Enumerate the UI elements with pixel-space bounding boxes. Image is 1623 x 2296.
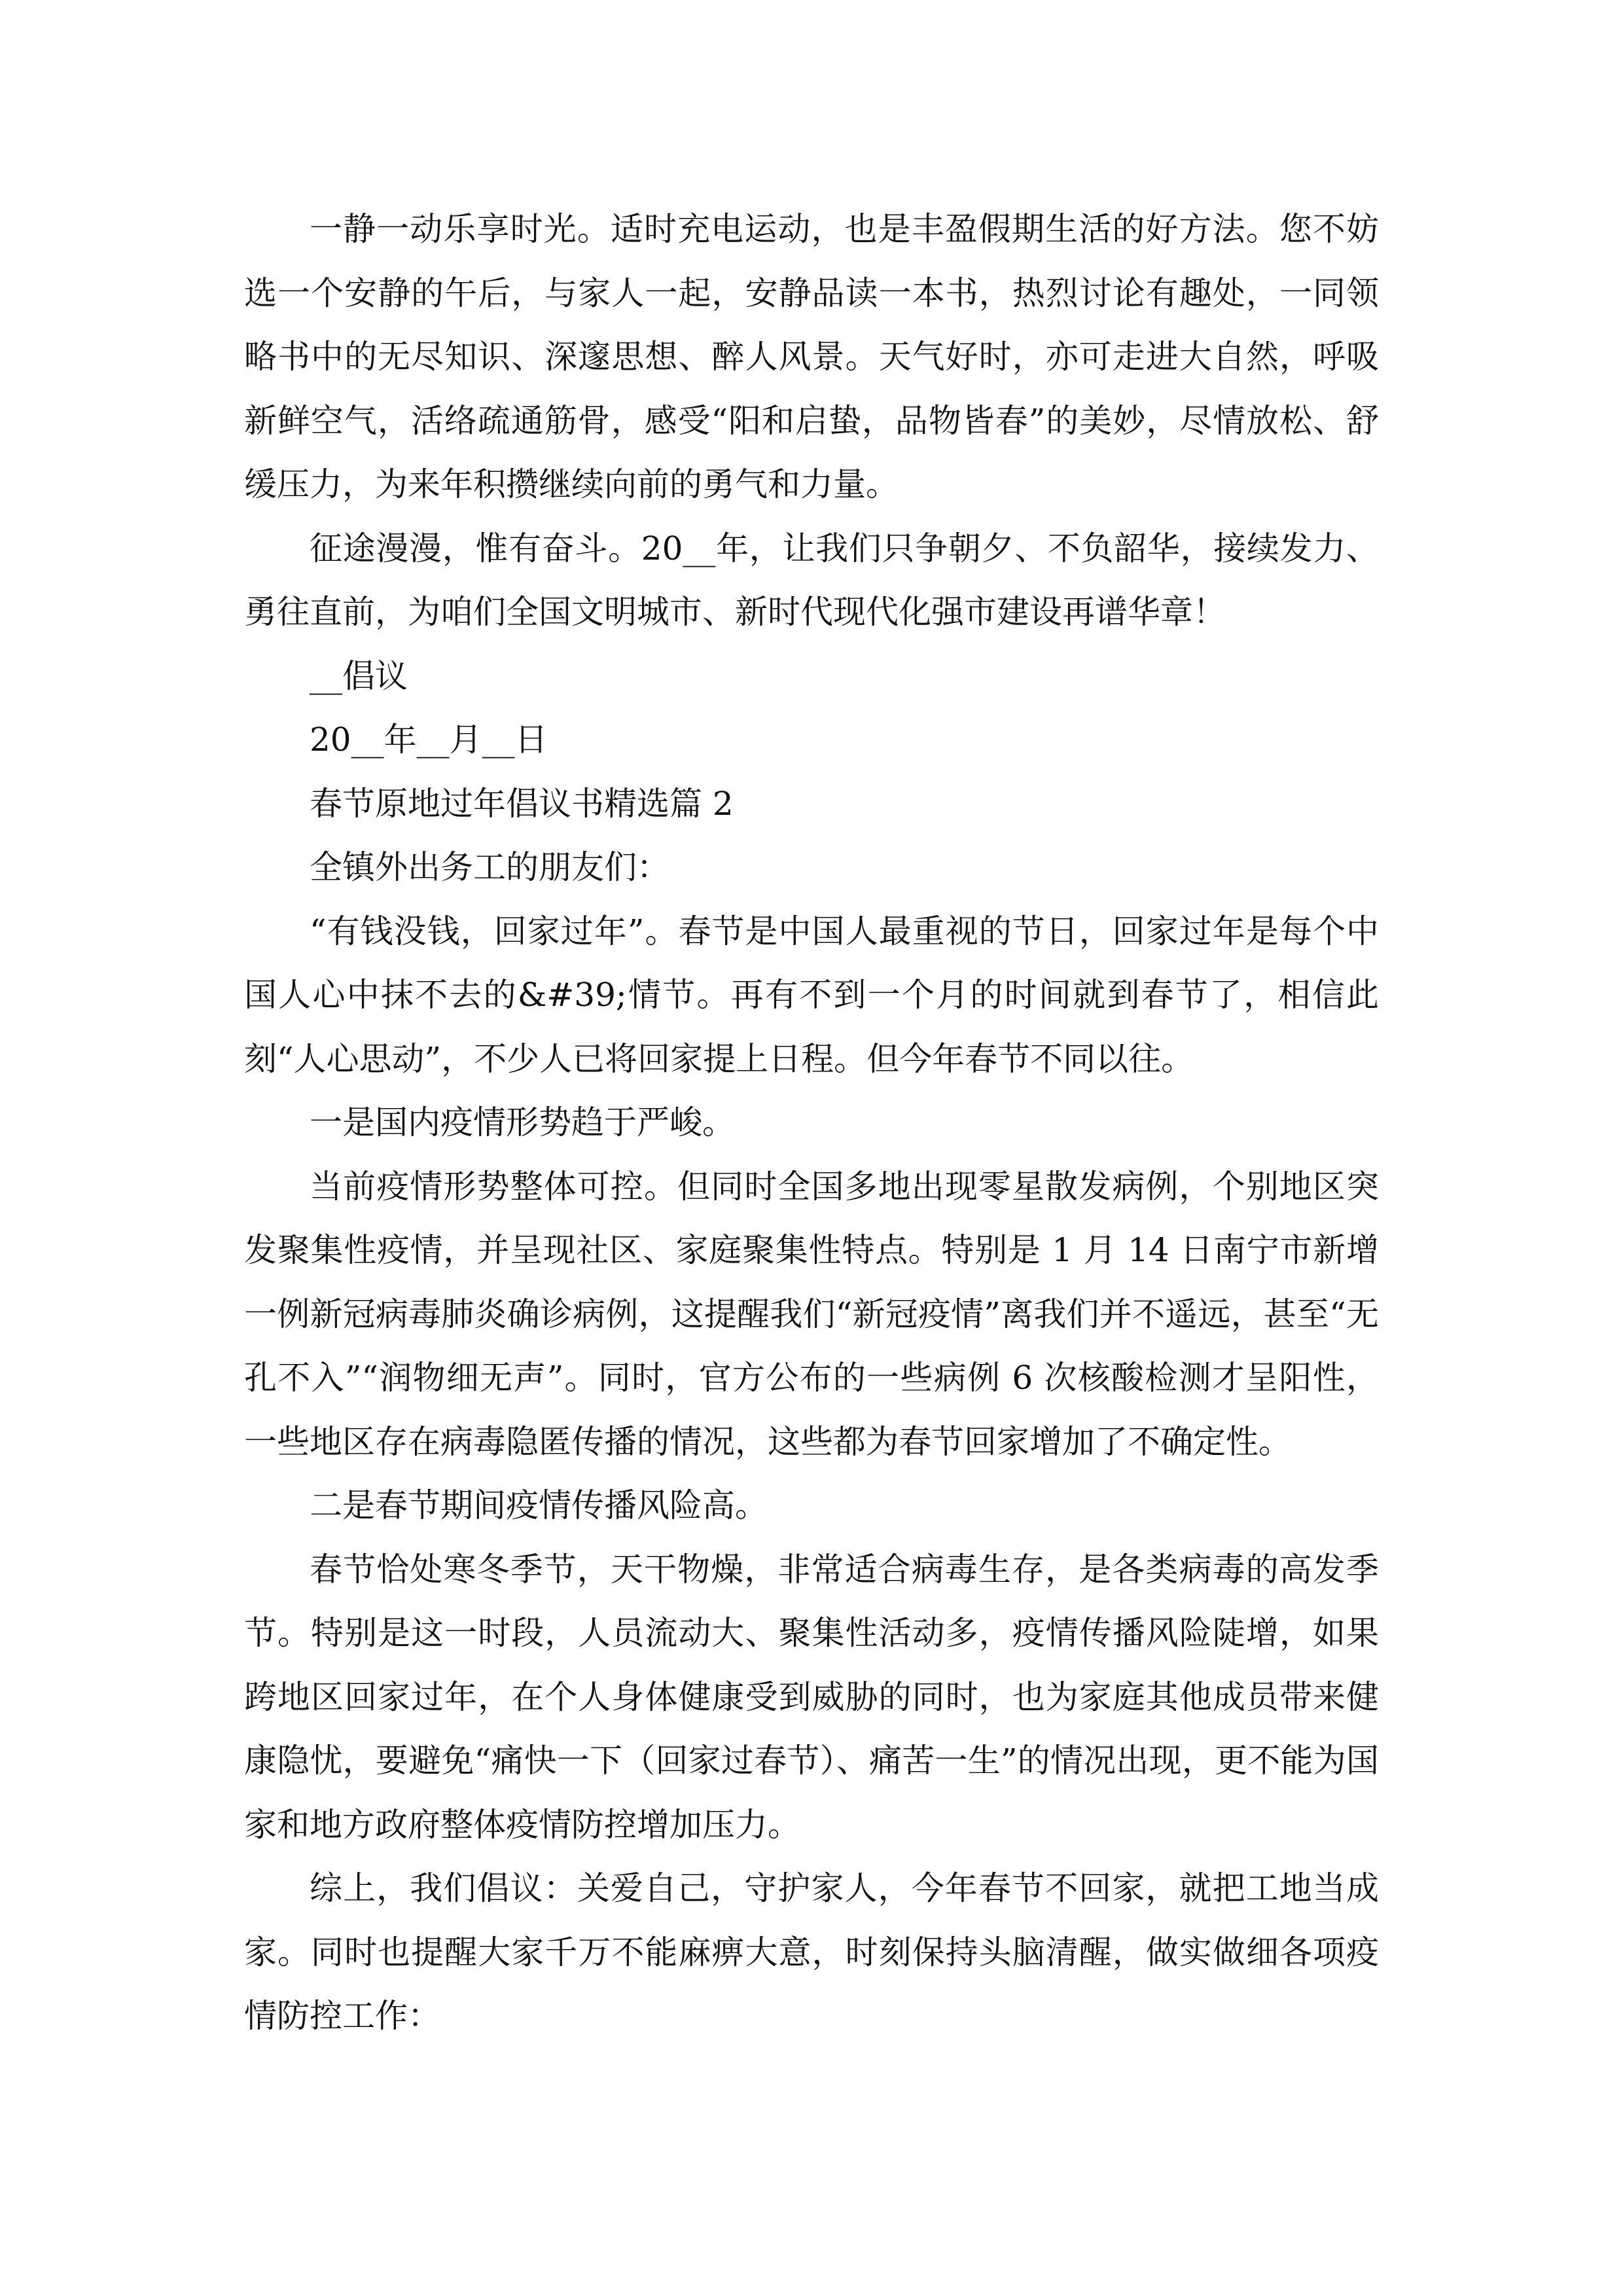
- point-one-heading: 一是国内疫情形势趋于严峻。: [310, 1103, 735, 1141]
- paragraph-going-home: “有钱没钱，回家过年”。春节是中国人最重视的节日，回家过年是每个中国人心中抹不去的&#39;情节。再有不到一个月的时间就到春节了，相信此刻“人心思动”，不少人已将回家提上日程。但今年春节不同以往。: [244, 912, 1379, 1078]
- salutation: 全镇外出务工的朋友们：: [310, 848, 669, 886]
- paragraph-struggle: 征途漫漫，惟有奋斗。20__年，让我们只争朝夕、不负韶华，接续发力、勇往直前，为咱们全国文明城市、新时代现代化强市建设再谱华章！: [244, 529, 1379, 631]
- paragraph-leisure: 一静一动乐享时光。适时充电运动，也是丰盈假期生活的好方法。您不妨选一个安静的午后，与家人一起，安静品读一本书，热烈讨论有趣处，一同领略书中的无尽知识、深邃思想、醉人风景。天气好时，亦可走进大自然，呼吸新鲜空气，活络疏通筋骨，感受“阳和启蛰，品物皆春”的美妙，尽情放松、舒缓压力，为来年积攒继续向前的勇气和力量。: [244, 210, 1379, 503]
- paragraph-proposal: 综上，我们倡议：关爱自己，守护家人，今年春节不回家，就把工地当成家。同时也提醒大家千万不能麻痹大意，时刻保持头脑清醒，做实做细各项疫情防控工作：: [244, 1869, 1379, 2035]
- date-line: 20__年__月__日: [310, 721, 548, 759]
- paragraph-epidemic-situation: 当前疫情形势整体可控。但同时全国多地出现零星散发病例，个别地区突发聚集性疫情，并呈现社区、家庭聚集性特点。特别是 1 月 14 日南宁市新增一例新冠病毒肺炎确诊病例，这提醒我们“新冠疫情”离我们并不遥远，甚至“无孔不入”“润物细无声”。同时，官方公布的一些病例 6 次核酸检测才呈阳性，一些地区存在病毒隐匿传播的情况，这些都为春节回家增加了不确定性。: [244, 1167, 1379, 1461]
- point-two-heading: 二是春节期间疫情传播风险高。: [310, 1486, 768, 1524]
- paragraph-spread-risk: 春节恰处寒冬季节，天干物燥，非常适合病毒生存，是各类病毒的高发季节。特别是这一时段，人员流动大、聚集性活动多，疫情传播风险陡增，如果跨地区回家过年，在个人身体健康受到威胁的同时，也为家庭其他成员带来健康隐忧，要避免“痛快一下（回家过春节）、痛苦一生”的情况出现，更不能为国家和地方政府整体疫情防控增加压力。: [244, 1550, 1379, 1844]
- section-title: 春节原地过年倡议书精选篇 2: [310, 784, 734, 823]
- document-body: [244, 198, 1379, 2049]
- signature-line: __倡议: [310, 656, 408, 695]
